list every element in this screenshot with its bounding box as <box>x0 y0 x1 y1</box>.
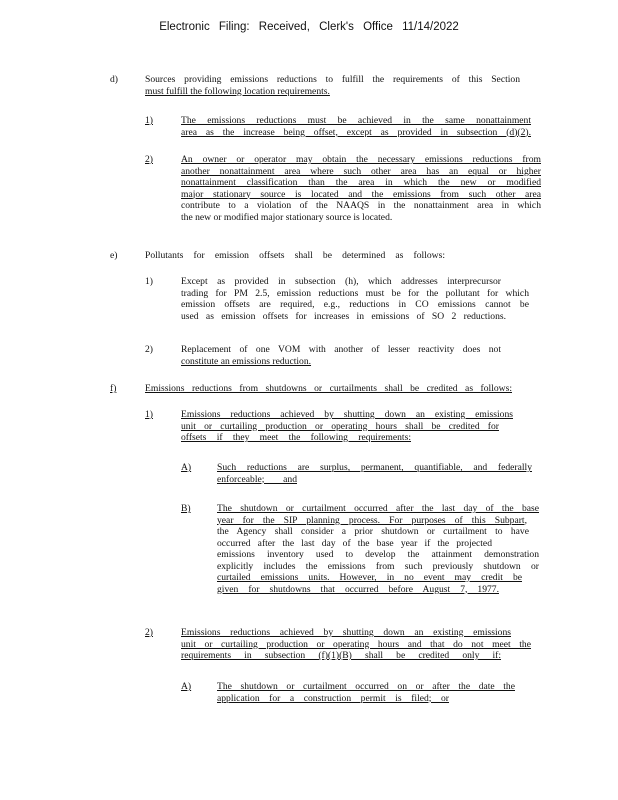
section-f-1-B-line-6: explicitly includes the emissions from such previously shutdown or <box>217 560 539 572</box>
section-f-1-line-3: offsets if they meet the following requirements: <box>181 432 411 443</box>
section-f-label: f) <box>110 383 117 394</box>
section-f-2-label: 2) <box>145 627 153 638</box>
section-f-1-B-text <box>217 503 539 595</box>
section-f-1-B-line-3: the Agency shall consider a prior shutdown or curtailment to have <box>217 526 529 537</box>
section-e-1-text <box>181 276 529 322</box>
section-e-1-line-4: used as emission offsets for increases in emissions of SO 2 reductions. <box>181 310 506 322</box>
section-e-1-line-2: trading for PM 2.5, emission reductions must be for the pollutant for which <box>181 287 529 299</box>
section-d-2-line-6: the new or modified major stationary source is located. <box>181 211 393 223</box>
filing-header: Electronic Filing: Received, Clerk's Office 11/14/2022 <box>159 21 459 33</box>
section-f-1-A-line-2: enforceable; and <box>217 473 297 485</box>
section-f-2-A-line-1: The shutdown or curtailment occurred on or after the date the <box>217 681 515 692</box>
section-f-1-B-line-5: emissions inventory used to develop the attainment demonstration <box>217 549 539 560</box>
section-e-1-line-1: Except as provided in subsection (h), which addresses interprecursor <box>181 276 501 287</box>
section-f-1-A-label: A) <box>181 462 192 473</box>
section-f-2-line-1: Emissions reductions achieved by shutting down an existing emissions <box>181 627 511 638</box>
section-f-1-B-line-4: occurred after the last day of the base year if the projected <box>217 537 492 549</box>
section-f-1-line-2: unit or curtailing production or operating hours shall be credited for <box>181 420 499 432</box>
section-d-text <box>145 74 520 97</box>
section-d-1-text <box>181 115 531 138</box>
section-e-2-text <box>181 344 501 367</box>
section-e-1-label: 1) <box>145 276 153 287</box>
section-f-2-A-text <box>217 681 515 704</box>
section-f-1-label: 1) <box>145 409 153 420</box>
section-f-1-A-text <box>217 462 532 485</box>
section-d-2-line-5: contribute to a violation of the NAAQS in the nonattainment area in which <box>181 200 541 211</box>
section-f-1-A-line-1: Such reductions are surplus, permanent, quantifiable, and federally <box>217 462 532 473</box>
section-e-2-line-2: constitute an emissions reduction. <box>181 355 312 367</box>
section-f-1-B-line-1: The shutdown or curtailment occurred after the last day of the base <box>217 503 539 514</box>
section-f-1-B-line-2: year for the SIP planning process. For purposes of this Subpart, <box>217 514 527 526</box>
section-d-line-1: Sources providing emissions reductions to fulfill the requirements of this Section <box>145 74 520 85</box>
section-f-1-text <box>181 409 513 444</box>
section-f-2-text <box>181 627 531 662</box>
section-e-line-1: Pollutants for emission offsets shall be determined as follows: <box>145 250 445 261</box>
section-e-2-line-1: Replacement of one VOM with another of lesser reactivity does not <box>181 344 501 355</box>
section-e-text <box>145 250 445 262</box>
section-d-1-line-1: The emissions reductions must be achieved in the same nonattainment <box>181 115 531 126</box>
section-f-2-A-label: A) <box>181 681 192 692</box>
section-f-1-B-label: B) <box>181 503 191 514</box>
section-f-text <box>145 383 512 395</box>
section-d-line-2: must fulfill the following location requirements. <box>145 85 330 97</box>
section-f-1-line-1: Emissions reductions achieved by shutting down an existing emissions <box>181 409 513 420</box>
section-d-2-line-3: nonattainment classification than the area in which the new or modified <box>181 177 541 188</box>
section-d-1-label: 1) <box>145 115 153 126</box>
section-d-2-label: 2) <box>145 154 153 165</box>
section-f-2-A-line-2: application for a construction permit is filed; or <box>217 692 449 704</box>
section-f-1-B-line-7: curtailed emissions units. However, in no event may credit be <box>217 572 522 583</box>
section-d-2-text <box>181 154 541 223</box>
section-d-2-line-1: An owner or operator may obtain the necessary emissions reductions from <box>181 154 541 165</box>
section-f-line-1: Emissions reductions from shutdowns or curtailments shall be credited as follows: <box>145 383 512 394</box>
section-d-label: d) <box>110 74 118 85</box>
section-e-label: e) <box>110 250 118 261</box>
section-f-2-line-3: requirements in subsection (f)(1)(B) shall be credited only if: <box>181 650 501 661</box>
section-e-1-line-3: emission offsets are required, e.g., reductions in CO emissions cannot be <box>181 299 529 310</box>
section-d-1-line-2: area as the increase being offset, except as provided in subsection (d)(2). <box>181 126 531 138</box>
section-d-2-line-4: major stationary source is located and the emissions from such other area <box>181 188 541 200</box>
section-f-2-line-2: unit or curtailing production or operating hours and that do not meet the <box>181 638 531 650</box>
section-d-2-line-2: another nonattainment area where such other area has an equal or higher <box>181 165 541 177</box>
section-e-2-label: 2) <box>145 344 153 355</box>
section-f-1-B-line-8: given for shutdowns that occurred before August 7, 1977. <box>217 583 499 595</box>
